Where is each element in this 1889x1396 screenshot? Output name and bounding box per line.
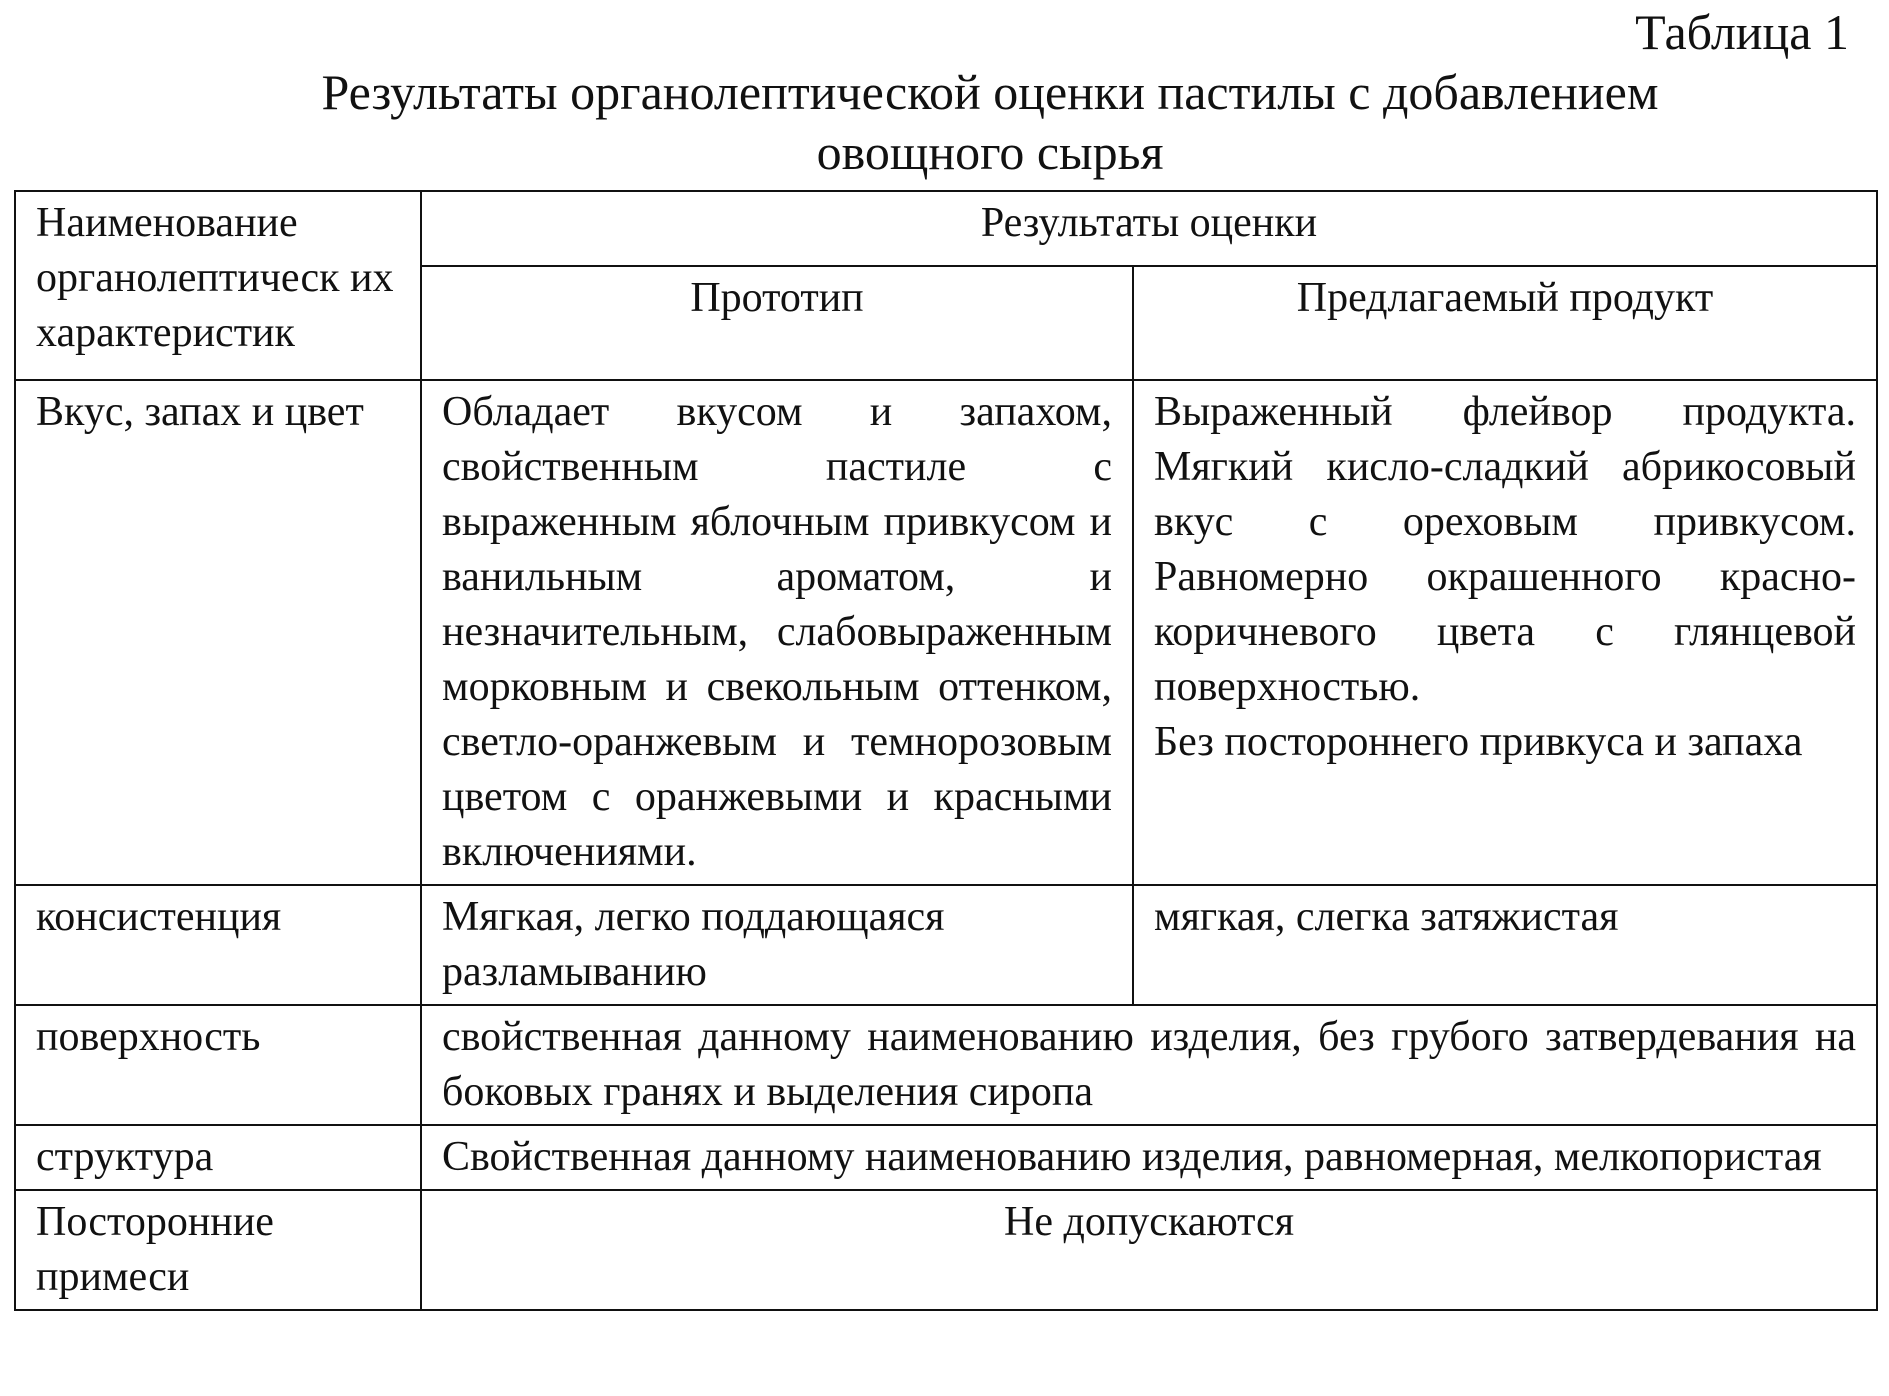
header-results-cell: Результаты оценки [421,191,1877,266]
table-row [15,1125,1877,1190]
row-prototype-cell: Мягкая, легко поддающаяся разламыванию [421,885,1133,1005]
table-row [15,885,1877,1005]
table-title-line-2: овощного сырья [816,124,1164,180]
row-proposed-paragraph: Выраженный флейвор продукта. Мягкий кисло-сладкий абрикосовый вкус с ореховым привкусом. Равномерно окрашенного красно-коричневого цвета с глянцевой поверхностью. [1154,389,1856,710]
row-merged-cell: Свойственная данному наименованию изделия, равномерная, мелкопористая [421,1125,1877,1190]
header-characteristic-cell: Наименование органолептическ их характеристик [15,191,421,380]
header-prototype-cell: Прототип [421,266,1133,380]
row-name-cell: консистенция [15,885,421,1005]
row-name-cell: Посторонние примеси [15,1190,421,1310]
header-proposed-cell: Предлагаемый продукт [1133,266,1877,380]
header-row [15,191,1877,266]
table-row [15,1005,1877,1125]
table-title [150,62,1830,182]
row-proposed-paragraph: Без постороннего привкуса и запаха [1154,719,1803,765]
row-merged-cell: свойственная данному наименованию изделия, без грубого затвердевания на боковых гранях и выделения сиропа [421,1005,1877,1125]
row-proposed-cell [1133,380,1877,885]
row-name-cell: Вкус, запах и цвет [15,380,421,885]
row-name-cell: поверхность [15,1005,421,1125]
row-prototype-cell: Обладает вкусом и запахом, свойственным пастиле с выраженным яблочным привкусом и ванильным ароматом, и незначительным, слабовыраженным морковным и свекольным оттенком, светло-оранжевым и темнорозовым цветом с оранжевыми и красными включениями. [421,380,1133,885]
table-row [15,380,1877,885]
table-row [15,1190,1877,1310]
row-merged-cell: Не допускаются [421,1190,1877,1310]
row-proposed-cell: мягкая, слегка затяжистая [1133,885,1877,1005]
table-number: Таблица 1 [1635,4,1849,60]
table-title-line-1: Результаты органолептической оценки пастилы с добавлением [321,64,1659,120]
row-name-cell: структура [15,1125,421,1190]
results-table [14,190,1878,1311]
